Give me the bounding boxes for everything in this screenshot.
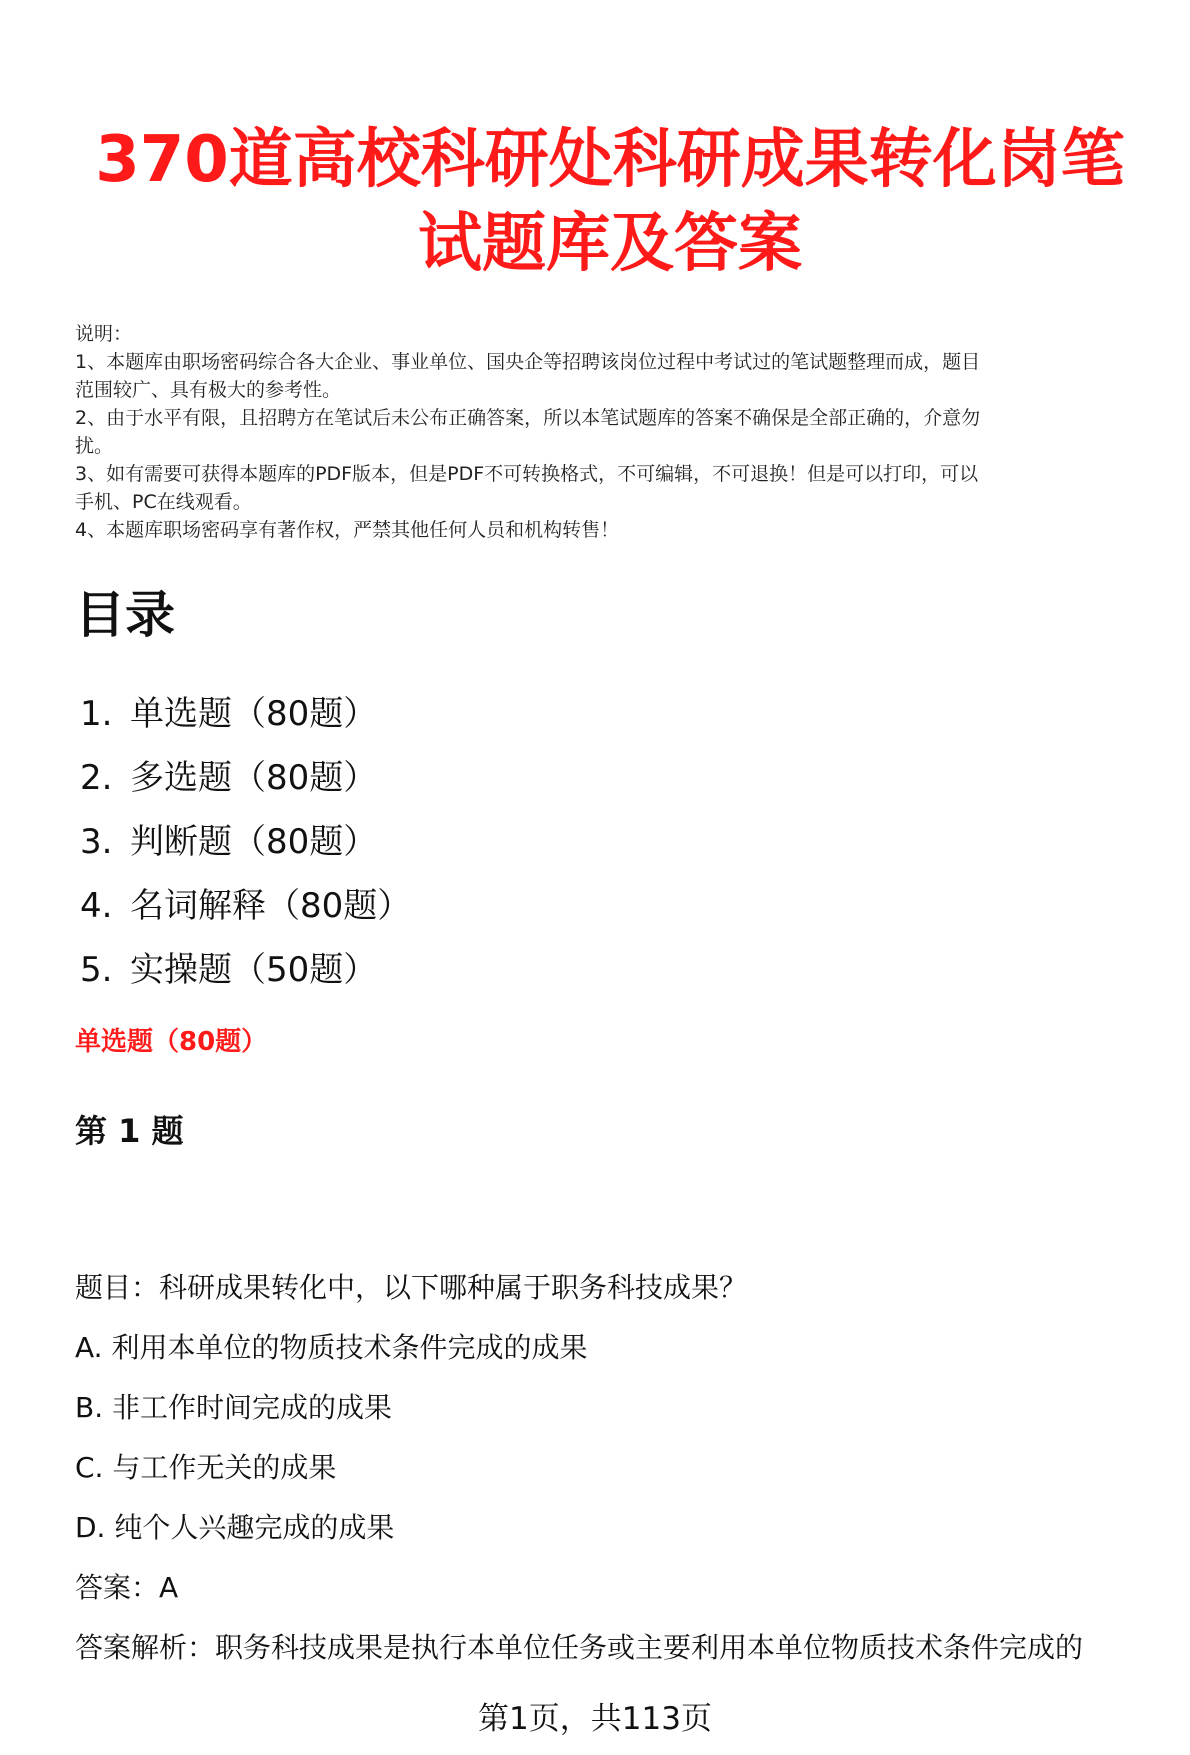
toc-heading: 目录 <box>75 586 175 644</box>
instruction-line: 4、本题库职场密码享有著作权，严禁其他任何人员和机构转售！ <box>75 519 620 541</box>
instruction-line: 2、由于水平有限，且招聘方在笔试后未公布正确答案，所以本笔试题库的答案不确保是全部正确的，介意勿 <box>75 407 981 429</box>
question-number: 第 1 题 <box>75 1112 184 1150</box>
instruction-line: 3、如有需要可获得本题库的PDF版本，但是PDF不可转换格式，不可编辑，不可退换！但是可以打印，可以 <box>75 463 979 485</box>
toc-item[interactable] <box>80 874 411 938</box>
toc-item-label: 单选题（80题） <box>130 694 378 734</box>
option-b: B. 非工作时间完成的成果 <box>75 1391 393 1424</box>
toc-item[interactable] <box>80 746 411 810</box>
toc-item-number: 4. <box>80 886 113 926</box>
document-title <box>60 118 1160 286</box>
instruction-line: 范围较广、具有极大的参考性。 <box>75 379 342 401</box>
question-block <box>75 1264 1165 1684</box>
option-a: A. 利用本单位的物质技术条件完成的成果 <box>75 1331 588 1364</box>
toc-item-label: 实操题（50题） <box>130 950 378 990</box>
toc-item[interactable] <box>80 810 411 874</box>
answer-analysis: 答案解析：职务科技成果是执行本单位任务或主要利用本单位物质技术条件完成的 <box>75 1631 1084 1664</box>
toc-item-number: 3. <box>80 822 113 862</box>
instructions-block <box>75 320 1155 544</box>
title-line-2: 试题库及答案 <box>418 207 802 281</box>
instruction-line: 手机、PC在线观看。 <box>75 491 252 513</box>
question-stem: 题目：科研成果转化中，以下哪种属于职务科技成果？ <box>75 1271 748 1304</box>
instruction-line: 扰。 <box>75 435 114 457</box>
toc-item-label: 多选题（80题） <box>130 758 378 798</box>
toc-item-number: 2. <box>80 758 113 798</box>
option-c: C. 与工作无关的成果 <box>75 1451 337 1484</box>
toc-item[interactable] <box>80 938 411 1002</box>
option-d: D. 纯个人兴趣完成的成果 <box>75 1511 395 1544</box>
table-of-contents <box>80 682 411 1002</box>
toc-item-number: 5. <box>80 950 113 990</box>
toc-item[interactable] <box>80 682 411 746</box>
title-line-1: 370道高校科研处科研成果转化岗笔 <box>95 123 1125 197</box>
answer: 答案：A <box>75 1571 179 1604</box>
toc-item-label: 名词解释（80题） <box>130 886 412 926</box>
page-number: 第1页，共113页 <box>478 1701 712 1737</box>
toc-item-number: 1. <box>80 694 113 734</box>
instructions-heading: 说明： <box>75 323 133 345</box>
toc-item-label: 判断题（80题） <box>130 822 378 862</box>
instruction-line: 1、本题库由职场密码综合各大企业、事业单位、国央企等招聘该岗位过程中考试过的笔试题整理而成，题目 <box>75 351 981 373</box>
section-heading: 单选题（80题） <box>75 1027 268 1057</box>
